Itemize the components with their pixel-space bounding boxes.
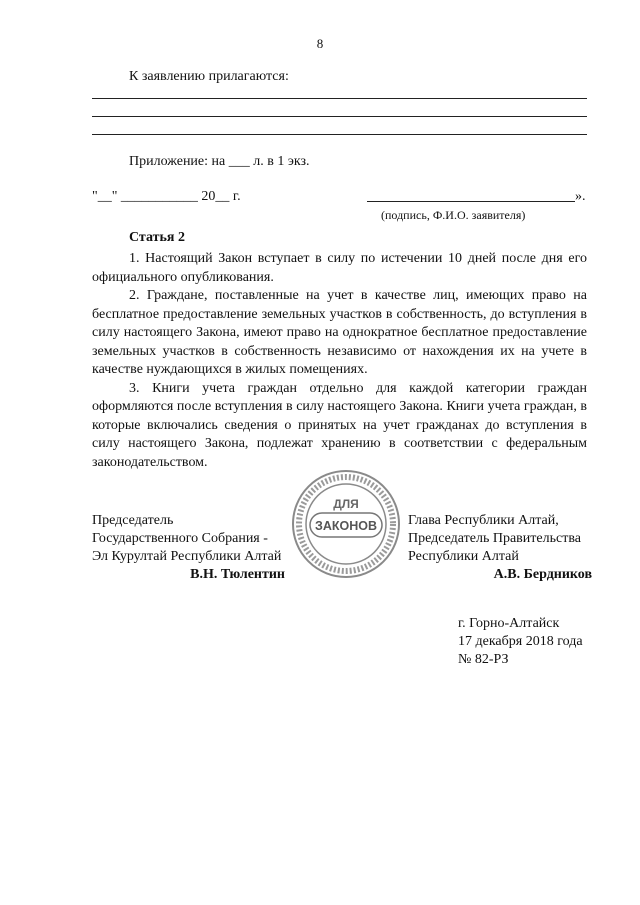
signature-line	[367, 201, 575, 202]
city: г. Горно-Алтайск	[458, 616, 560, 631]
page-number: 8	[316, 36, 324, 51]
article-paragraph-3: 3. Книги учета граждан отдельно для каждой категории граждан оформляются после вступления в силу настоящего Закона. Книги учета граждан, в которые включались сведения о принятых на учет гражданах до вступления в силу настоящего Закона, подлежат хранению в соответствии с федеральным законодательством.	[92, 380, 587, 470]
attachments-label: К заявлению прилагаются:	[129, 69, 289, 84]
left-signatory-line-3: Эл Курултай Республики Алтай	[92, 549, 282, 564]
article-paragraph-2: 2. Граждане, поставленные на учет в качестве лиц, имеющих право на бесплатное предоставление земельных участков в собственность, до вступления в силу настоящего Закона, имеют право на однократное бесплатное предоставление земельных участков в собственность независимо от нахождения их на учете в качестве нуждающихся в жилых помещениях.	[92, 288, 587, 377]
right-signatory-line-1: Глава Республики Алтай,	[408, 513, 559, 528]
left-signatory-line-2: Государственного Собрания -	[92, 531, 268, 546]
attachment-line-1	[92, 98, 587, 99]
stamp-text-main: ЗАКОНОВ	[315, 519, 377, 533]
date-line: "__" ___________ 20__ г.	[92, 189, 241, 204]
article-heading: Статья 2	[129, 230, 185, 245]
appendix-line: Приложение: на ___ л. в 1 экз.	[129, 154, 310, 169]
stamp-text-top: ДЛЯ	[333, 497, 359, 511]
attachment-line-2	[92, 116, 587, 117]
signature-line-end: ».	[575, 189, 586, 204]
right-signatory-line-2: Председатель Правительства	[408, 531, 581, 546]
article-paragraph-1: 1. Настоящий Закон вступает в силу по истечении 10 дней после дня его официального опубликования.	[92, 251, 587, 285]
left-signatory-line-1: Председатель	[92, 513, 174, 528]
signature-caption: (подпись, Ф.И.О. заявителя)	[381, 208, 526, 222]
attachment-line-3	[92, 134, 587, 135]
law-date: 17 декабря 2018 года	[458, 634, 583, 649]
law-number: № 82-РЗ	[458, 652, 509, 667]
article-body	[92, 250, 587, 472]
right-signatory-name: А.В. Бердников	[493, 567, 592, 582]
left-signatory-name: В.Н. Тюлентин	[190, 567, 285, 582]
right-signatory-line-3: Республики Алтай	[408, 549, 519, 564]
stamp-seal	[290, 468, 402, 580]
